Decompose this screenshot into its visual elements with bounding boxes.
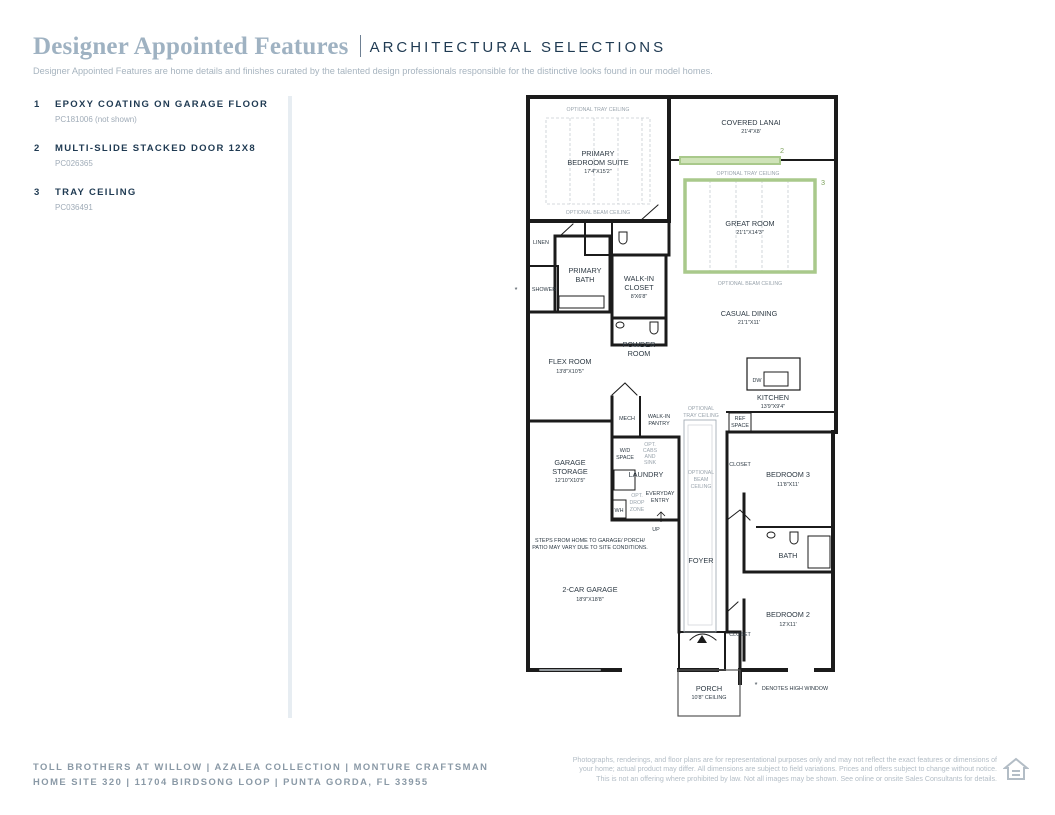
feature-code: PC026365 [55,159,93,168]
high-window-mark: * [514,285,518,294]
toilet-icon [790,532,798,544]
multi-slide-door-highlight [680,157,780,164]
ref-label: REF [734,416,746,422]
section-title: ARCHITECTURAL SELECTIONS [369,39,667,56]
porch-outline [678,670,740,716]
room-dims-bedroom3: 11'8"X11' [777,482,799,488]
ceiling-note: TRAY CEILING [683,413,719,419]
room-dims-kitchen: 13'9"X9'4" [760,404,786,410]
feature-number: 1 [34,99,41,110]
ceiling-note: OPTIONAL [687,470,715,476]
room-dims-primary: 17'4"X15'2" [584,169,612,175]
vanity [559,296,604,308]
feature-number: 2 [34,143,41,154]
shower-label: SHOWER [531,287,557,293]
feature-code: PC181006 (not shown) [55,115,137,124]
cabs-label: CABS [642,448,658,454]
room-dims-bedroom2: 12'X11' [779,622,797,628]
ref-label: SPACE [731,423,749,429]
foyer-ceiling-outline [684,420,716,632]
sink-icon [616,322,624,328]
ceiling-note: OPTIONAL TRAY CEILING [566,107,630,113]
bathtub [808,536,830,568]
closet-label: CLOSET [729,632,751,638]
feature-item [34,99,274,124]
room-label-closet: WALK-IN [623,274,655,283]
mech-label: MECH [619,416,635,422]
page-header [33,33,666,61]
ceiling-note: OPTIONAL BEAM CEILING [565,210,631,216]
feature-number: 3 [34,187,41,198]
room-label-laundry: LAUNDRY [628,470,664,479]
cabs-label: OPT. [644,442,656,448]
feature-name: EPOXY COATING ON GARAGE FLOOR [55,99,269,110]
kitchen-island [747,358,800,390]
room-label-storage: GARAGE [554,458,586,467]
room-dims-storage: 12'10"X10'5" [554,478,586,484]
wd-label: W/D [619,448,631,454]
entry-label: ENTRY [650,498,670,504]
room-label-great-room: GREAT ROOM [725,219,775,228]
feature-marker: 3 [820,178,826,187]
cabs-label: AND [644,454,656,460]
feature-name: TRAY CEILING [55,187,137,198]
room-label-bedroom2: BEDROOM 2 [766,610,810,619]
steps-note: STEPS FROM HOME TO GARAGE/ PORCH/ [534,538,646,544]
ceiling-note: OPTIONAL BEAM CEILING [717,281,783,287]
room-label-foyer: FOYER [688,556,714,565]
room-label-bath2: BATH [778,551,798,560]
disclaimer [527,756,997,784]
room-label-bedroom3: BEDROOM 3 [766,470,810,479]
room-label-garage: 2-CAR GARAGE [562,585,618,594]
ceiling-note: OPTIONAL [687,406,715,412]
room-label-bath: PRIMARY [568,266,602,275]
address-line: HOME SITE 320 | 11704 BIRDSONG LOOP | PUNTA GORDA, FL 33955 [33,776,429,787]
room-label-dining: CASUAL DINING [720,309,778,318]
drop-zone-label: ZONE [629,507,645,513]
ceiling-note: BEAM [693,477,709,483]
drop-zone-label: DROP [629,500,645,506]
closet-label: CLOSET [729,462,751,468]
community-info [33,759,488,789]
sink [764,372,788,386]
feature-item [34,187,274,212]
disclaimer-line: your home; actual product may differ. All dimensions are subject to field variations. Prices and offers subject to change without notice. [579,765,997,774]
water-heater-label: WH [614,508,624,514]
cabs-label: SINK [643,460,657,466]
door-swing [640,205,658,221]
ceiling-note: OPTIONAL TRAY CEILING [716,171,780,177]
room-dims-closet: 8'X6'8" [630,294,648,300]
door-swing [727,510,750,520]
room-label-storage: STORAGE [552,467,588,476]
room-label-closet: CLOSET [624,283,654,292]
sink-icon [767,532,775,538]
vertical-divider [288,96,292,718]
room-label-lanai: COVERED LANAI [721,118,781,127]
page-title: Designer Appointed Features [33,33,349,60]
title-divider [360,35,361,57]
dishwasher-label: DW [752,378,762,384]
door-swing [727,602,738,612]
feature-marker: 2 [779,146,785,155]
stair-arrow-icon [697,635,707,643]
high-window-mark: * [754,680,758,689]
disclaimer-line: Photographs, renderings, and floor plans are for representational purposes only and may not reflect the exact features or dimensions of [572,756,997,764]
room-label-powder: ROOM [627,349,651,358]
drop-zone-label: OPT. [631,493,643,499]
room-dims-garage: 18'9"X18'8" [576,597,604,603]
high-window-note: DENOTES HIGH WINDOW [761,686,829,692]
feature-name: MULTI-SLIDE STACKED DOOR 12X8 [55,143,256,154]
pantry-label: WALK-IN [647,414,671,420]
pantry-label: PANTRY [648,421,670,427]
foyer-ceiling-inner [687,425,715,625]
pantry-wall [612,437,679,632]
page-subtitle: Designer Appointed Features are home details and finishes curated by the talented design professionals responsible for the distinctive looks found in our model homes. [33,66,713,76]
room-label-primary: PRIMARY [581,149,615,158]
up-label: UP [652,527,660,533]
door-swing [612,383,637,395]
toilet-icon [619,232,627,244]
room-dims-great-room: 21'1"X14'3" [736,230,764,236]
room-label-flex: FLEX ROOM [548,357,592,366]
bath-wall [744,494,833,572]
feature-list [34,99,274,231]
community-line: TOLL BROTHERS AT WILLOW | AZALEA COLLECTION | MONTURE CRAFTSMAN [33,761,489,772]
feature-item [34,143,274,168]
equal-housing-icon [1003,757,1029,783]
room-label-porch: PORCH [695,684,723,693]
ceiling-note: CEILING [690,484,712,490]
room-dims-porch: 10'8" CEILING [691,695,727,701]
room-dims-dining: 21'1"X11' [737,320,761,326]
room-label-kitchen: KITCHEN [756,393,790,402]
room-label-powder: POWDER [622,340,656,349]
entry-label: EVERYDAY [645,491,675,497]
room-label-primary: BEDROOM SUITE [567,158,629,167]
steps-note: PATIO MAY VARY DUE TO SITE CONDITIONS. [532,545,648,551]
door-swing [560,224,573,236]
room-dims-lanai: 21'4"X8' [741,129,761,135]
toilet-icon [650,322,658,334]
toilet-room-wall [585,221,612,255]
room-dims-flex: 13'8"X10'5" [556,369,584,375]
floor-plan [505,90,850,723]
linen-label: LINEN [533,240,549,246]
room-label-bath: BATH [575,275,595,284]
disclaimer-line: This is not an offering where prohibited by law. Not all images may be shown. See online or onsite Sales Consultants for details. [596,774,997,783]
wd-label: SPACE [616,455,634,461]
feature-code: PC036491 [55,203,93,212]
